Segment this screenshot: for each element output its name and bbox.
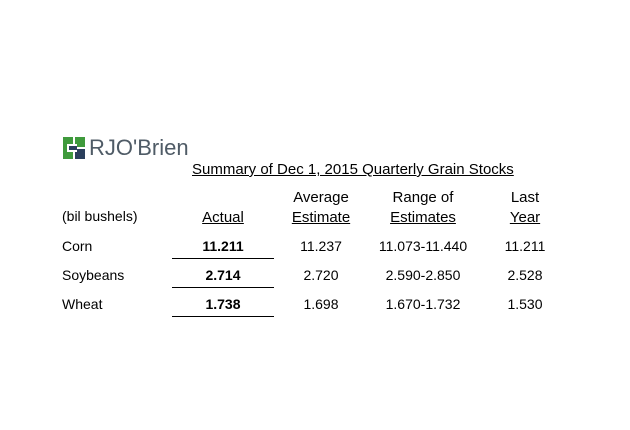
table-title: Summary of Dec 1, 2015 Quarterly Grain Stocks	[192, 161, 514, 178]
row-label-corn: Corn	[62, 238, 93, 254]
company-logo	[62, 134, 189, 162]
range-estimates-corn: 11.073-11.440	[378, 238, 468, 254]
last-year-corn: 11.211	[504, 238, 546, 254]
average-estimate-soybeans: 2.720	[303, 267, 339, 283]
row-label-wheat: Wheat	[62, 296, 103, 312]
last-year-wheat: 1.530	[507, 296, 543, 312]
actual-value-soybeans: 2.714	[172, 267, 274, 288]
range-estimates-wheat: 1.670-1.732	[385, 296, 461, 312]
actual-value-corn: 11.211	[172, 238, 274, 259]
last-year-soybeans: 2.528	[507, 267, 543, 283]
units-label: (bil bushels)	[62, 208, 138, 224]
row-label-soybeans: Soybeans	[62, 267, 125, 283]
col-header-range-of-estimates: Range of Estimates	[390, 189, 456, 226]
average-estimate-wheat: 1.698	[303, 296, 339, 312]
rjo-logo-mark-icon	[62, 136, 86, 160]
average-estimate-corn: 11.237	[300, 238, 342, 254]
col-header-last-year: Last Year	[509, 189, 541, 226]
range-estimates-soybeans: 2.590-2.850	[385, 267, 461, 283]
logo-wordmark: RJO'Brien	[89, 135, 189, 160]
actual-value-wheat: 1.738	[172, 296, 274, 317]
col-header-average-estimate: Average Estimate	[291, 189, 351, 226]
col-header-actual: Actual	[202, 209, 244, 226]
